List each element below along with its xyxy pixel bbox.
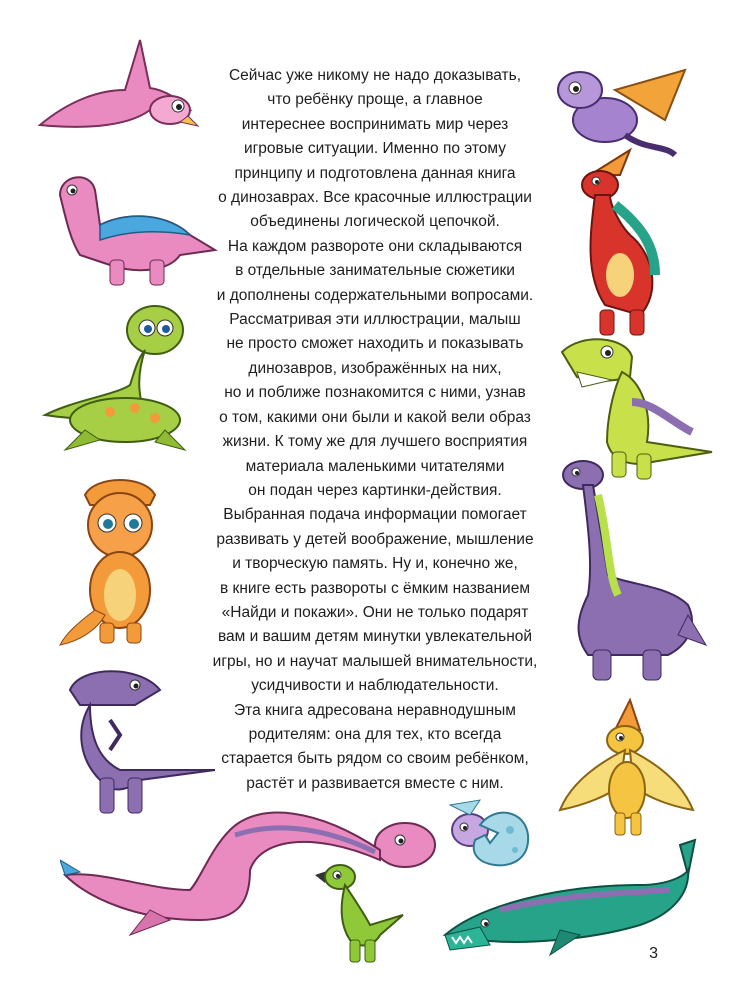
text-line: Сейчас уже никому не надо доказывать, — [228, 67, 522, 84]
purple-baby-dragon-illustration — [545, 50, 695, 160]
text-line: и дополнены содержательными вопросами. — [216, 286, 534, 304]
text-line: растёт и развивается вместе с ним. — [246, 774, 504, 792]
orange-baby-dragon-illustration — [55, 475, 185, 650]
text-line: объединены логической цепочкой. — [250, 213, 500, 231]
text-line: принципу и подготовлена данная книга — [234, 164, 516, 182]
text-line: материала маленькими читателями — [245, 457, 505, 475]
text-line: Рассматривая эти иллюстрации, малыш — [229, 311, 521, 329]
text-line: Эта книга адресована неравнодушным — [234, 701, 516, 719]
text-line: динозавров, изображённых на них, — [248, 359, 502, 377]
text-line: вам и вашим детям минутки увлекательной — [217, 628, 533, 646]
body-text — [190, 64, 560, 796]
text-line: не просто сможет находить и показывать — [226, 335, 524, 353]
text-line: и творческую память. Ну и, конечно же, — [232, 555, 518, 573]
text-line: родителям: она для тех, кто всегда — [248, 725, 502, 743]
text-line: в отдельные занимательные сюжетики — [235, 262, 515, 280]
text-line: что ребёнку проще, а главное — [267, 91, 483, 109]
text-line: в книге есть развороты с ёмким названием — [220, 579, 530, 597]
text-line: но и поближе познакомится с ними, узнав — [224, 384, 526, 402]
text-line: «Найди и покажи». Они не только подарят — [221, 603, 529, 621]
text-line: игры, но и научат малышей внимательности, — [212, 652, 538, 670]
text-line: о динозаврах. Все красочные иллюстрации — [218, 189, 532, 207]
purple-brachiosaurus-illustration — [548, 455, 708, 685]
text-line: Выбранная подача информации помогает — [223, 506, 527, 524]
text-line: развивать у детей воображение, мышление — [216, 530, 534, 548]
green-mosasaur-illustration — [440, 835, 700, 960]
text-line: он подан через картинки-действия. — [248, 481, 502, 499]
pink-pterodactyl-illustration — [30, 30, 200, 140]
yellow-pterodactyl-illustration — [555, 695, 695, 840]
red-parasaurolophus-illustration — [560, 145, 680, 340]
text-line: интереснее воспринимать мир через — [241, 115, 509, 133]
text-line: усидчивости и наблюдательности. — [251, 677, 499, 695]
text-line: о том, какими они были и какой вели образ — [219, 408, 531, 426]
text-line: На каждом развороте они складываются — [227, 237, 523, 255]
text-line: старается быть рядом со своим ребёнком, — [221, 750, 529, 768]
green-plesiosaur-illustration — [25, 300, 200, 460]
green-small-dinosaur-illustration — [305, 855, 405, 965]
page-number: 3 — [649, 945, 658, 962]
text-line: жизни. К тому же для лучшего восприятия — [222, 433, 528, 451]
text-line: игровые ситуации. Именно по этому — [243, 140, 507, 158]
